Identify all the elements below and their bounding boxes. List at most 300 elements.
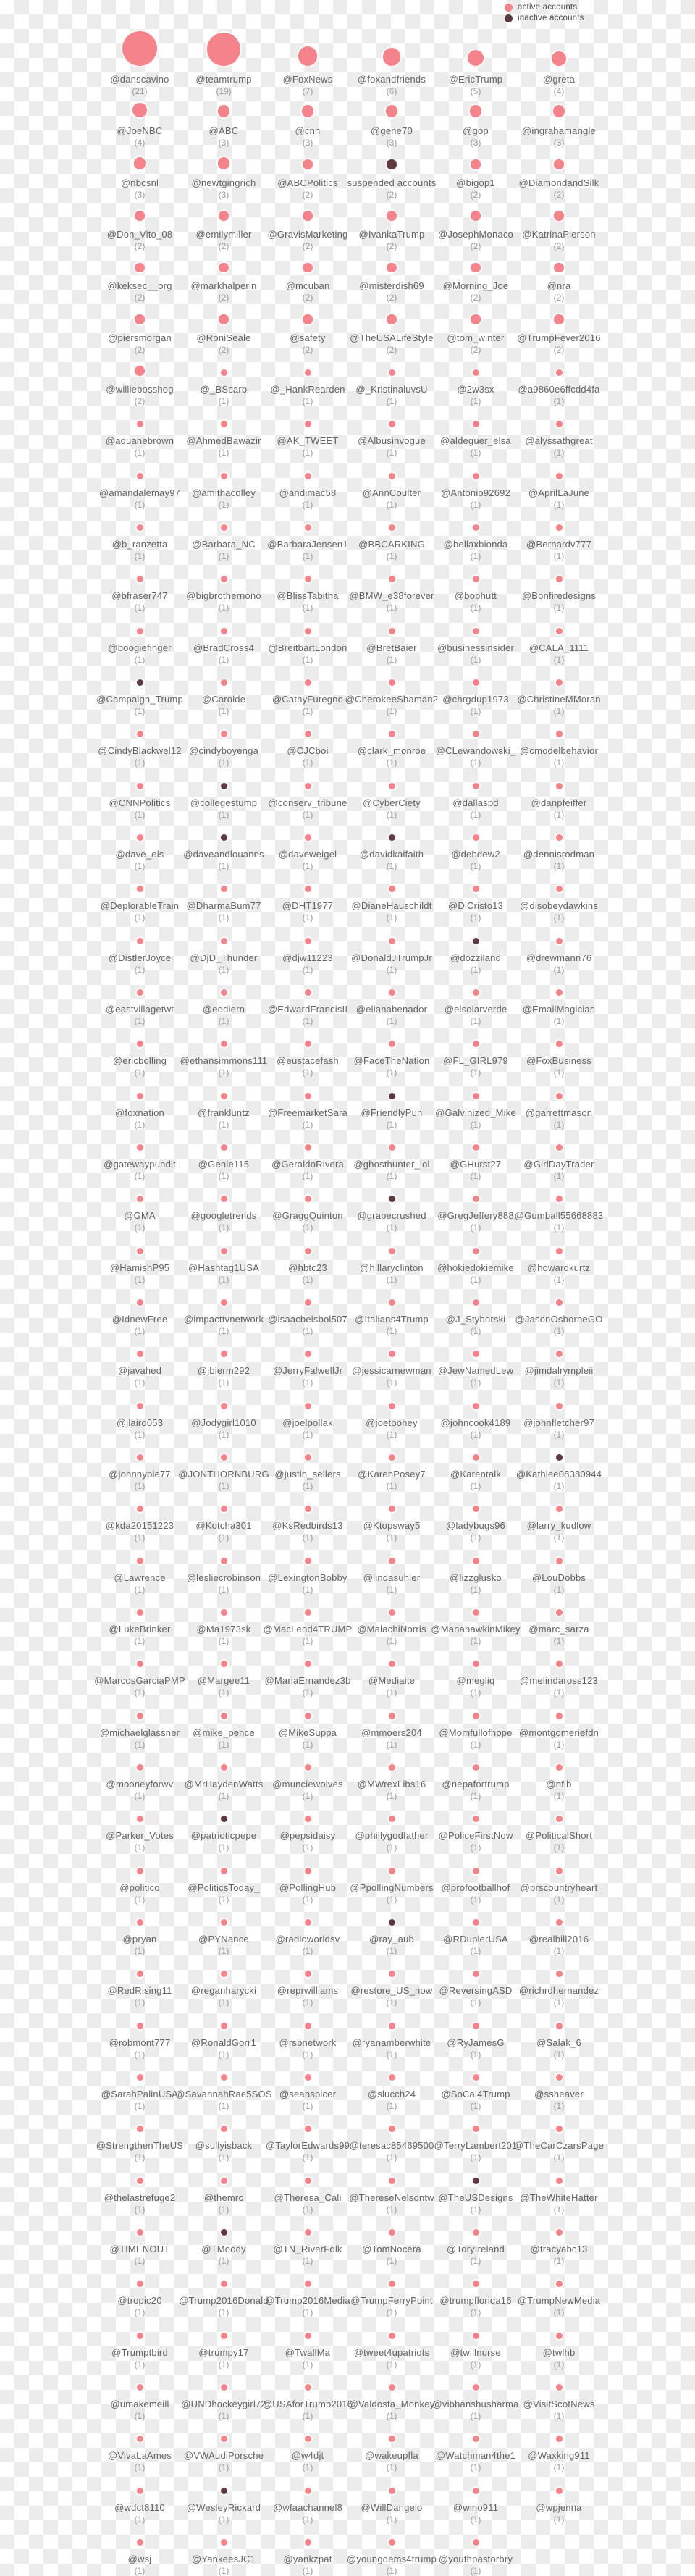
account-handle: @FoxBusiness [526, 1055, 592, 1067]
account-bubble[interactable] [303, 2228, 313, 2237]
account-bubble[interactable] [555, 368, 564, 377]
account-bubble[interactable] [555, 2383, 564, 2392]
account-bubble[interactable] [219, 1659, 229, 1669]
account-bubble[interactable] [303, 988, 313, 997]
account-bubble[interactable] [387, 1401, 397, 1411]
account-bubble[interactable] [469, 158, 482, 171]
account-bubble[interactable] [135, 2124, 145, 2134]
account-bubble[interactable] [471, 1091, 481, 1101]
account-bubble[interactable] [135, 2021, 145, 2031]
account-bubble[interactable] [387, 1298, 397, 1307]
account-bubble[interactable] [555, 1763, 564, 1772]
account-bubble[interactable] [303, 1194, 313, 1204]
account-bubble[interactable] [303, 2021, 313, 2031]
account-bubble[interactable] [471, 523, 481, 532]
account-bubble[interactable] [301, 261, 314, 274]
account-bubble[interactable] [219, 1969, 229, 1979]
account-bubble[interactable] [135, 678, 145, 687]
account-bubble[interactable] [471, 936, 481, 946]
account-bubble[interactable] [471, 1711, 481, 1721]
account-bubble[interactable] [297, 45, 319, 67]
account-bubble[interactable] [135, 626, 145, 636]
account-bubble[interactable] [471, 1143, 481, 1152]
account-bubble[interactable] [471, 884, 481, 894]
account-bubble[interactable] [135, 2331, 145, 2341]
account-bubble[interactable] [219, 1298, 229, 1307]
account-bubble[interactable] [387, 2279, 397, 2288]
account-bubble[interactable] [387, 1969, 397, 1979]
account-count: (3) [218, 189, 229, 200]
account-bubble[interactable] [219, 1246, 229, 1256]
account-bubble[interactable] [471, 2228, 481, 2237]
account-bubble[interactable] [471, 2383, 481, 2392]
account-bubble[interactable] [132, 156, 148, 171]
account-bubble[interactable] [385, 313, 398, 326]
account-bubble[interactable] [219, 1453, 229, 1462]
account-bubble[interactable] [555, 988, 564, 997]
account-bubble[interactable] [303, 1814, 313, 1824]
account-bubble[interactable] [301, 158, 314, 171]
account-bubble[interactable] [135, 471, 145, 481]
account-bubble[interactable] [217, 209, 230, 222]
account-bubble[interactable] [219, 1866, 229, 1876]
account-bubble[interactable] [387, 1711, 397, 1721]
account-bubble[interactable] [303, 471, 313, 481]
account-bubble[interactable] [555, 2124, 564, 2134]
account-bubble[interactable] [387, 2383, 397, 2392]
account-bubble[interactable] [555, 1866, 564, 1876]
account-bubble[interactable] [555, 1401, 564, 1411]
account-bubble[interactable] [555, 471, 564, 481]
account-bubble[interactable] [217, 313, 230, 326]
account-bubble[interactable] [303, 936, 313, 946]
account-bubble[interactable] [135, 1608, 145, 1617]
account-bubble[interactable] [135, 2486, 145, 2496]
account-bubble[interactable] [303, 2073, 313, 2082]
account-bubble[interactable] [555, 574, 564, 584]
account-bubble[interactable] [471, 1763, 481, 1772]
account-bubble[interactable] [384, 104, 400, 119]
account-bubble[interactable] [219, 574, 229, 584]
account-bubble[interactable] [219, 2124, 229, 2134]
account-bubble[interactable] [555, 2434, 564, 2443]
account-bubble[interactable] [133, 313, 146, 326]
account-bubble[interactable] [555, 781, 564, 791]
account-bubble[interactable] [385, 209, 398, 222]
account-bubble[interactable] [387, 2486, 397, 2496]
account-bubble[interactable] [303, 2279, 313, 2288]
account-bubble[interactable] [219, 988, 229, 997]
account-bubble[interactable] [555, 1349, 564, 1359]
account-bubble[interactable] [219, 678, 229, 687]
account-bubble[interactable] [466, 49, 485, 67]
account-bubble[interactable] [387, 1039, 397, 1049]
account-bubble[interactable] [135, 2383, 145, 2392]
account-bubble[interactable] [135, 2434, 145, 2443]
account-bubble[interactable] [387, 1918, 397, 1927]
account-bubble[interactable] [135, 2228, 145, 2237]
account-bubble[interactable] [219, 523, 229, 532]
account-bubble[interactable] [219, 1763, 229, 1772]
account-bubble[interactable] [303, 729, 313, 739]
account-bubble[interactable] [471, 1349, 481, 1359]
account-bubble[interactable] [135, 1866, 145, 1876]
account-bubble[interactable] [303, 1659, 313, 1669]
account-bubble[interactable] [303, 1091, 313, 1101]
account-bubble[interactable] [303, 1608, 313, 1617]
account-bubble[interactable] [303, 368, 313, 377]
account-bubble[interactable] [555, 1298, 564, 1307]
account-bubble[interactable] [219, 1918, 229, 1927]
account-bubble[interactable] [555, 2331, 564, 2341]
account-bubble[interactable] [303, 1246, 313, 1256]
account-bubble[interactable] [555, 1039, 564, 1049]
account-bubble[interactable] [219, 2486, 229, 2496]
account-bubble[interactable] [135, 1401, 145, 1411]
account-bubble[interactable] [387, 1143, 397, 1152]
account-bubble[interactable] [387, 884, 397, 894]
account-bubble[interactable] [219, 1608, 229, 1617]
account-handle: @TerryLambert201 [434, 2140, 518, 2152]
account-bubble[interactable] [471, 2538, 481, 2547]
account-bubble[interactable] [387, 1763, 397, 1772]
account-bubble[interactable] [303, 1143, 313, 1152]
account-bubble[interactable] [471, 678, 481, 687]
account-bubble[interactable] [206, 31, 242, 67]
account-bubble[interactable] [555, 936, 564, 946]
account-bubble[interactable] [135, 1246, 145, 1256]
account-bubble[interactable] [303, 1298, 313, 1307]
account-bubble[interactable] [219, 2279, 229, 2288]
account-bubble[interactable] [387, 781, 397, 791]
account-bubble[interactable] [135, 2176, 145, 2186]
account-bubble[interactable] [135, 1143, 145, 1152]
account-bubble[interactable] [555, 1453, 564, 1462]
account-bubble[interactable] [555, 1091, 564, 1101]
account-bubble[interactable] [219, 1401, 229, 1411]
account-bubble[interactable] [387, 1659, 397, 1669]
account-bubble[interactable] [555, 1969, 564, 1979]
account-bubble[interactable] [387, 2434, 397, 2443]
account-bubble[interactable] [471, 1504, 481, 1514]
account-bubble[interactable] [469, 261, 482, 274]
account-bubble[interactable] [303, 574, 313, 584]
account-bubble[interactable] [387, 1556, 397, 1566]
account-bubble[interactable] [303, 1711, 313, 1721]
account-bubble[interactable] [303, 1556, 313, 1566]
account-bubble[interactable] [471, 1298, 481, 1307]
account-bubble[interactable] [303, 2538, 313, 2547]
account-handle: @_BScarb [200, 383, 248, 395]
account-bubble[interactable] [471, 1608, 481, 1617]
account-bubble[interactable] [135, 1918, 145, 1927]
account-bubble[interactable] [135, 1091, 145, 1101]
account-bubble[interactable] [555, 1711, 564, 1721]
account-bubble[interactable] [387, 1349, 397, 1359]
account-bubble[interactable] [387, 936, 397, 946]
account-bubble[interactable] [219, 936, 229, 946]
account-bubble[interactable] [555, 1504, 564, 1514]
account-bubble[interactable] [387, 2073, 397, 2082]
account-bubble[interactable] [471, 1039, 481, 1049]
account-bubble[interactable] [303, 2486, 313, 2496]
account-bubble[interactable] [382, 46, 403, 67]
account-bubble[interactable] [471, 2073, 481, 2082]
account-bubble[interactable] [555, 2486, 564, 2496]
account-bubble[interactable] [135, 1711, 145, 1721]
account-bubble[interactable] [135, 419, 145, 429]
account-bubble[interactable] [555, 2176, 564, 2186]
account-count: (2) [386, 189, 397, 200]
account-bubble[interactable] [550, 50, 568, 67]
account-bubble[interactable] [387, 1091, 397, 1101]
account-bubble[interactable] [219, 2176, 229, 2186]
account-bubble[interactable] [471, 1969, 481, 1979]
account-bubble[interactable] [135, 1969, 145, 1979]
account-bubble[interactable] [135, 781, 145, 791]
account-bubble[interactable] [135, 833, 145, 842]
account-bubble[interactable] [555, 729, 564, 739]
account-bubble[interactable] [385, 261, 398, 274]
account-bubble[interactable] [555, 2021, 564, 2031]
account-bubble[interactable] [219, 2021, 229, 2031]
account-bubble[interactable] [133, 209, 146, 222]
account-bubble[interactable] [387, 1814, 397, 1824]
account-bubble[interactable] [219, 1039, 229, 1049]
account-bubble[interactable] [387, 1194, 397, 1204]
account-bubble[interactable] [555, 1556, 564, 1566]
account-bubble[interactable] [471, 2434, 481, 2443]
account-bubble[interactable] [471, 2331, 481, 2341]
account-bubble[interactable] [471, 2021, 481, 2031]
account-bubble[interactable] [303, 2383, 313, 2392]
account-bubble[interactable] [387, 471, 397, 481]
account-bubble[interactable] [555, 1608, 564, 1617]
account-bubble[interactable] [301, 313, 314, 326]
account-bubble[interactable] [387, 574, 397, 584]
account-bubble[interactable] [387, 988, 397, 997]
account-bubble[interactable] [219, 1143, 229, 1152]
account-bubble[interactable] [135, 1763, 145, 1772]
account-bubble[interactable] [387, 678, 397, 687]
account-bubble[interactable] [555, 833, 564, 842]
account-bubble[interactable] [135, 1349, 145, 1359]
account-bubble[interactable] [216, 156, 232, 171]
account-bubble[interactable] [555, 419, 564, 429]
account-bubble[interactable] [219, 2073, 229, 2082]
account-bubble[interactable] [555, 2228, 564, 2237]
account-bubble[interactable] [135, 884, 145, 894]
account-bubble[interactable] [387, 368, 397, 377]
account-bubble[interactable] [471, 988, 481, 997]
account-bubble[interactable] [219, 2383, 229, 2392]
account-bubble[interactable] [471, 1194, 481, 1204]
account-bubble[interactable] [387, 2228, 397, 2237]
account-bubble[interactable] [303, 781, 313, 791]
account-bubble[interactable] [552, 261, 565, 274]
account-bubble[interactable] [387, 419, 397, 429]
account-bubble[interactable] [471, 729, 481, 739]
account-bubble[interactable] [555, 884, 564, 894]
account-bubble[interactable] [219, 1556, 229, 1566]
account-bubble[interactable] [471, 1453, 481, 1462]
account-bubble[interactable] [469, 209, 482, 222]
account-bubble[interactable] [135, 1453, 145, 1462]
account-bubble[interactable] [471, 1918, 481, 1927]
account-bubble[interactable] [135, 1659, 145, 1669]
account-bubble[interactable] [303, 2331, 313, 2341]
account-bubble[interactable] [303, 626, 313, 636]
account-bubble[interactable] [135, 2538, 145, 2547]
account-bubble[interactable] [387, 729, 397, 739]
account-bubble[interactable] [555, 1194, 564, 1204]
account-bubble[interactable] [555, 1246, 564, 1256]
account-bubble[interactable] [135, 1504, 145, 1514]
account-bubble[interactable] [303, 2124, 313, 2134]
account-bubble[interactable] [555, 1814, 564, 1824]
account-bubble[interactable] [387, 2124, 397, 2134]
account-bubble[interactable] [555, 626, 564, 636]
account-bubble[interactable] [387, 1504, 397, 1514]
account-bubble[interactable] [471, 1401, 481, 1411]
account-bubble[interactable] [555, 523, 564, 532]
account-bubble[interactable] [303, 1763, 313, 1772]
account-bubble[interactable] [387, 2021, 397, 2031]
account-bubble[interactable] [303, 884, 313, 894]
account-bubble[interactable] [219, 729, 229, 739]
account-bubble[interactable] [385, 158, 398, 171]
account-bubble[interactable] [219, 368, 229, 377]
account-bubble[interactable] [135, 574, 145, 584]
account-bubble[interactable] [301, 209, 314, 222]
account-bubble[interactable] [471, 833, 481, 842]
account-bubble[interactable] [219, 2331, 229, 2341]
account-bubble[interactable] [471, 368, 481, 377]
account-bubble[interactable] [135, 1298, 145, 1307]
account-bubble[interactable] [387, 626, 397, 636]
account-bubble[interactable] [552, 313, 565, 326]
account-bubble[interactable] [303, 1349, 313, 1359]
account-bubble[interactable] [387, 523, 397, 532]
account-bubble[interactable] [300, 104, 316, 119]
account-bubble[interactable] [133, 364, 146, 377]
account-bubble[interactable] [219, 2538, 229, 2547]
account-bubble[interactable] [219, 833, 229, 842]
account-bubble[interactable] [219, 884, 229, 894]
account-bubble[interactable] [471, 626, 481, 636]
account-bubble[interactable] [219, 781, 229, 791]
account-bubble[interactable] [552, 104, 567, 119]
account-bubble[interactable] [219, 1194, 229, 1204]
account-bubble[interactable] [219, 1349, 229, 1359]
account-bubble[interactable] [471, 471, 481, 481]
account-bubble[interactable] [471, 2124, 481, 2134]
account-bubble[interactable] [469, 313, 482, 326]
account-bubble[interactable] [387, 833, 397, 842]
account-bubble[interactable] [219, 471, 229, 481]
account-bubble[interactable] [303, 833, 313, 842]
account-bubble[interactable] [219, 1711, 229, 1721]
account-bubble[interactable] [135, 1194, 145, 1204]
account-bubble[interactable] [471, 781, 481, 791]
account-bubble[interactable] [303, 523, 313, 532]
account-bubble[interactable] [471, 2486, 481, 2496]
account-bubble[interactable] [135, 2279, 145, 2288]
account-bubble[interactable] [219, 626, 229, 636]
account-bubble[interactable] [219, 1504, 229, 1514]
account-bubble[interactable] [135, 523, 145, 532]
account-bubble[interactable] [303, 1504, 313, 1514]
account-bubble[interactable] [471, 2279, 481, 2288]
account-bubble[interactable] [471, 1814, 481, 1824]
account-count: (1) [218, 1015, 229, 1026]
account-bubble[interactable] [303, 2176, 313, 2186]
account-bubble[interactable] [135, 1556, 145, 1566]
account-bubble[interactable] [552, 209, 565, 222]
account-bubble[interactable] [219, 2228, 229, 2237]
account-bubble[interactable] [131, 101, 148, 119]
account-bubble[interactable] [303, 1401, 313, 1411]
account-bubble[interactable] [387, 1453, 397, 1462]
account-bubble[interactable] [219, 419, 229, 429]
account-bubble[interactable] [303, 1918, 313, 1927]
account-bubble[interactable] [303, 419, 313, 429]
account-bubble[interactable] [471, 2176, 481, 2186]
account-bubble[interactable] [387, 1608, 397, 1617]
account-bubble[interactable] [471, 1246, 481, 1256]
account-bubble[interactable] [133, 261, 146, 274]
account-bubble[interactable] [135, 729, 145, 739]
account-bubble[interactable] [219, 1814, 229, 1824]
account-bubble[interactable] [471, 1556, 481, 1566]
account-bubble[interactable] [216, 104, 232, 119]
account-bubble[interactable] [387, 2331, 397, 2341]
account-bubble[interactable] [555, 678, 564, 687]
account-bubble[interactable] [303, 1453, 313, 1462]
account-bubble[interactable] [217, 261, 230, 274]
account-bubble[interactable] [387, 2538, 397, 2547]
account-bubble[interactable] [468, 104, 484, 119]
account-bubble[interactable] [555, 1659, 564, 1669]
account-bubble[interactable] [555, 2279, 564, 2288]
account-bubble[interactable] [303, 1866, 313, 1876]
account-bubble[interactable] [471, 419, 481, 429]
account-bubble[interactable] [555, 1918, 564, 1927]
account-bubble[interactable] [219, 2434, 229, 2443]
account-bubble[interactable] [219, 1091, 229, 1101]
account-bubble[interactable] [121, 30, 159, 67]
account-bubble[interactable] [471, 574, 481, 584]
account-bubble[interactable] [555, 2073, 564, 2082]
account-bubble[interactable] [555, 1143, 564, 1152]
account-bubble[interactable] [303, 2434, 313, 2443]
account-bubble[interactable] [135, 936, 145, 946]
account-bubble[interactable] [303, 1969, 313, 1979]
account-bubble[interactable] [303, 1039, 313, 1049]
account-bubble[interactable] [135, 2073, 145, 2082]
account-count: (1) [134, 1480, 146, 1491]
account-bubble[interactable] [135, 1039, 145, 1049]
account-bubble[interactable] [552, 158, 565, 171]
account-bubble[interactable] [387, 1246, 397, 1256]
account-bubble[interactable] [303, 678, 313, 687]
account-bubble[interactable] [387, 2176, 397, 2186]
account-bubble[interactable] [387, 1866, 397, 1876]
account-bubble[interactable] [135, 988, 145, 997]
account-bubble[interactable] [471, 1866, 481, 1876]
account-bubble[interactable] [135, 1814, 145, 1824]
account-bubble[interactable] [471, 1659, 481, 1669]
